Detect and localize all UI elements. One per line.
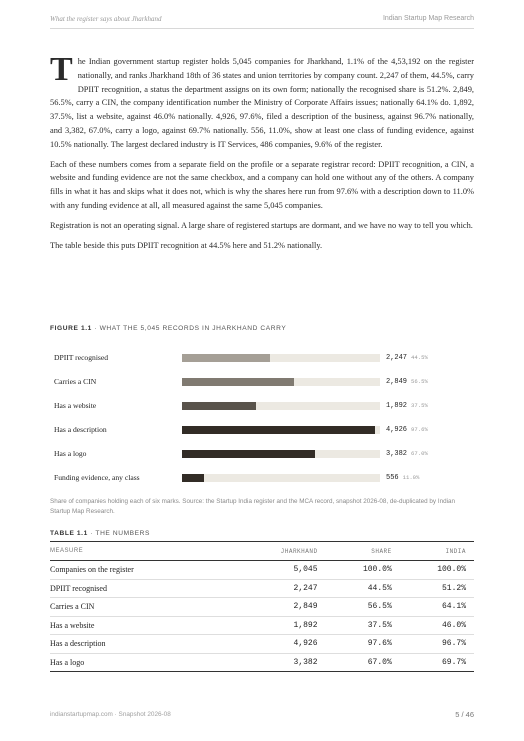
bar-track bbox=[182, 354, 380, 362]
bar-label: DPIIT recognised bbox=[54, 353, 109, 362]
page-number bbox=[455, 710, 474, 719]
bar-value-label: 556 11.0% bbox=[386, 474, 420, 482]
bar bbox=[182, 426, 375, 434]
table-heading: · THE NUMBERS bbox=[90, 530, 151, 537]
table-cell-share: 97.6% bbox=[326, 635, 400, 654]
paragraph-1-text: he Indian government startup register holds 5,045 companies for Jharkhand, 1.1% of the 4,53,192 on the register nationally, and ranks Jharkhand 18th of 36 states and union territories by company count. 2,247 of them, 44.5%, carry DPIIT recognition, a status the department assigns on its own form; nationally the recognised share is 51.2%. 2,849, 56.5%, carry a CIN, the company identification number the Ministry of Corporate Affairs issues; nationally 64.1% do. 1,892, 37.5%, list a website, against 46.0% nationally. 4,926, 97.6%, filed a description of the business, against 96.7% nationally, and 3,382, 67.0%, carry a logo, against 69.7% nationally. 556, 11.0%, show at least one class of funding evidence, against 10.5% nationally. The largest declared industry is IT Services, 486 companies, 9.6% of the register. bbox=[50, 57, 474, 149]
bar bbox=[182, 450, 315, 458]
drop-cap: T bbox=[50, 51, 73, 88]
bar-track bbox=[182, 378, 380, 386]
table-title bbox=[50, 530, 150, 537]
bar-value-label: 2,849 56.5% bbox=[386, 378, 428, 386]
page-separator: / bbox=[461, 710, 464, 719]
bar-row bbox=[50, 425, 474, 435]
current-page: 5 bbox=[455, 710, 460, 719]
bar-value-label: 1,892 37.5% bbox=[386, 402, 428, 410]
table-row bbox=[50, 598, 474, 617]
table-cell-jharkhand: 3,382 bbox=[235, 653, 326, 672]
column-header-jharkhand: JHARKHAND bbox=[235, 542, 326, 561]
table-row bbox=[50, 653, 474, 672]
paragraph-3: Registration is not an operating signal. A large share of registered startups are dormant, and we have no way to tell you which. bbox=[50, 220, 473, 230]
table-cell-jharkhand: 5,045 bbox=[235, 561, 326, 580]
figure-title bbox=[50, 325, 286, 332]
figure-heading: · WHAT THE 5,045 RECORDS IN JHARKHAND CARRY bbox=[94, 325, 287, 332]
bar-label: Carries a CIN bbox=[54, 377, 97, 386]
paragraph-4: The table beside this puts DPIIT recognition at 44.5% here and 51.2% nationally. bbox=[50, 240, 323, 250]
bar-track bbox=[182, 426, 380, 434]
figure-label: FIGURE 1.1 bbox=[50, 325, 92, 332]
table-cell-measure: Carries a CIN bbox=[50, 598, 235, 617]
table-cell-india: 69.7% bbox=[400, 653, 474, 672]
table-cell-measure: Has a description bbox=[50, 635, 235, 654]
table-cell-india: 96.7% bbox=[400, 635, 474, 654]
bar-label: Has a description bbox=[54, 425, 107, 434]
column-header-share: SHARE bbox=[326, 542, 400, 561]
bar bbox=[182, 378, 294, 386]
table-label: TABLE 1.1 bbox=[50, 530, 88, 537]
bar-label: Has a website bbox=[54, 401, 97, 410]
table-cell-share: 44.5% bbox=[326, 579, 400, 598]
table-cell-measure: Companies on the register bbox=[50, 561, 235, 580]
article-body bbox=[50, 51, 474, 258]
bar-track bbox=[182, 450, 380, 458]
table-cell-india: 51.2% bbox=[400, 579, 474, 598]
publication-name: Indian Startup Map Research bbox=[382, 15, 474, 22]
total-pages: 46 bbox=[465, 710, 474, 719]
column-header-india: INDIA bbox=[400, 542, 474, 561]
table-cell-share: 100.0% bbox=[326, 561, 400, 580]
table-row bbox=[50, 579, 474, 598]
bar-chart bbox=[50, 341, 474, 491]
header-divider bbox=[50, 28, 474, 29]
bar-percent-label: 97.6% bbox=[411, 426, 428, 433]
table-row bbox=[50, 635, 474, 654]
bar-value-label: 2,247 44.5% bbox=[386, 354, 428, 362]
figure-caption: Share of companies holding each of six marks. Source: the Startup India register and the MCA record, snapshot 2026-08, de-duplicated by Indian Startup Map Research. bbox=[50, 498, 455, 515]
column-header-measure: MEASURE bbox=[50, 542, 235, 561]
bar bbox=[182, 354, 270, 362]
section-title: What the register says about Jharkhand bbox=[50, 15, 162, 23]
bar-label: Funding evidence, any class bbox=[54, 473, 140, 482]
bar-row bbox=[50, 353, 474, 363]
table-cell-india: 64.1% bbox=[400, 598, 474, 617]
bar-track bbox=[182, 402, 380, 410]
bar-row bbox=[50, 377, 474, 387]
bar-row bbox=[50, 401, 474, 411]
bar-track bbox=[182, 474, 380, 482]
bar bbox=[182, 402, 256, 410]
bar-row bbox=[50, 449, 474, 459]
bar-value-label: 3,382 67.0% bbox=[386, 450, 428, 458]
table-cell-india: 46.0% bbox=[400, 616, 474, 635]
paragraph-1 bbox=[50, 51, 474, 152]
table-cell-measure: DPIIT recognised bbox=[50, 579, 235, 598]
bar-percent-label: 67.0% bbox=[411, 450, 428, 457]
table-cell-measure: Has a logo bbox=[50, 653, 235, 672]
footer-source: indianstartupmap.com · Snapshot 2026-08 bbox=[50, 711, 171, 718]
paragraph-2: Each of these numbers comes from a separate field on the profile or a separate registrar record: DPIIT recognition, a CIN, a website and funding evidence are not the same checkbox, and a company can hold one without any of the others. A company fills in what it has and skips what it does not, which is why the shares here run from 97.6% with a description down to 11.0% with any funding evidence at all, all measured against the same 5,045 companies. bbox=[50, 159, 474, 210]
table-cell-measure: Has a website bbox=[50, 616, 235, 635]
table-cell-jharkhand: 2,247 bbox=[235, 579, 326, 598]
table-header-row bbox=[50, 542, 474, 561]
table-cell-india: 100.0% bbox=[400, 561, 474, 580]
bar-percent-label: 37.5% bbox=[411, 402, 428, 409]
bar-percent-label: 56.5% bbox=[411, 378, 428, 385]
table-cell-jharkhand: 4,926 bbox=[235, 635, 326, 654]
bar-value-label: 4,926 97.6% bbox=[386, 426, 428, 434]
table-cell-share: 67.0% bbox=[326, 653, 400, 672]
bar-percent-label: 11.0% bbox=[402, 474, 420, 481]
table-cell-jharkhand: 2,849 bbox=[235, 598, 326, 617]
table-row bbox=[50, 616, 474, 635]
running-header bbox=[50, 15, 474, 27]
bar bbox=[182, 474, 204, 482]
table-cell-share: 56.5% bbox=[326, 598, 400, 617]
table-row bbox=[50, 561, 474, 580]
numbers-table bbox=[50, 541, 474, 672]
table-cell-share: 37.5% bbox=[326, 616, 400, 635]
table-cell-jharkhand: 1,892 bbox=[235, 616, 326, 635]
bar-label: Has a logo bbox=[54, 449, 87, 458]
bar-row bbox=[50, 473, 474, 483]
bar-percent-label: 44.5% bbox=[411, 354, 428, 361]
